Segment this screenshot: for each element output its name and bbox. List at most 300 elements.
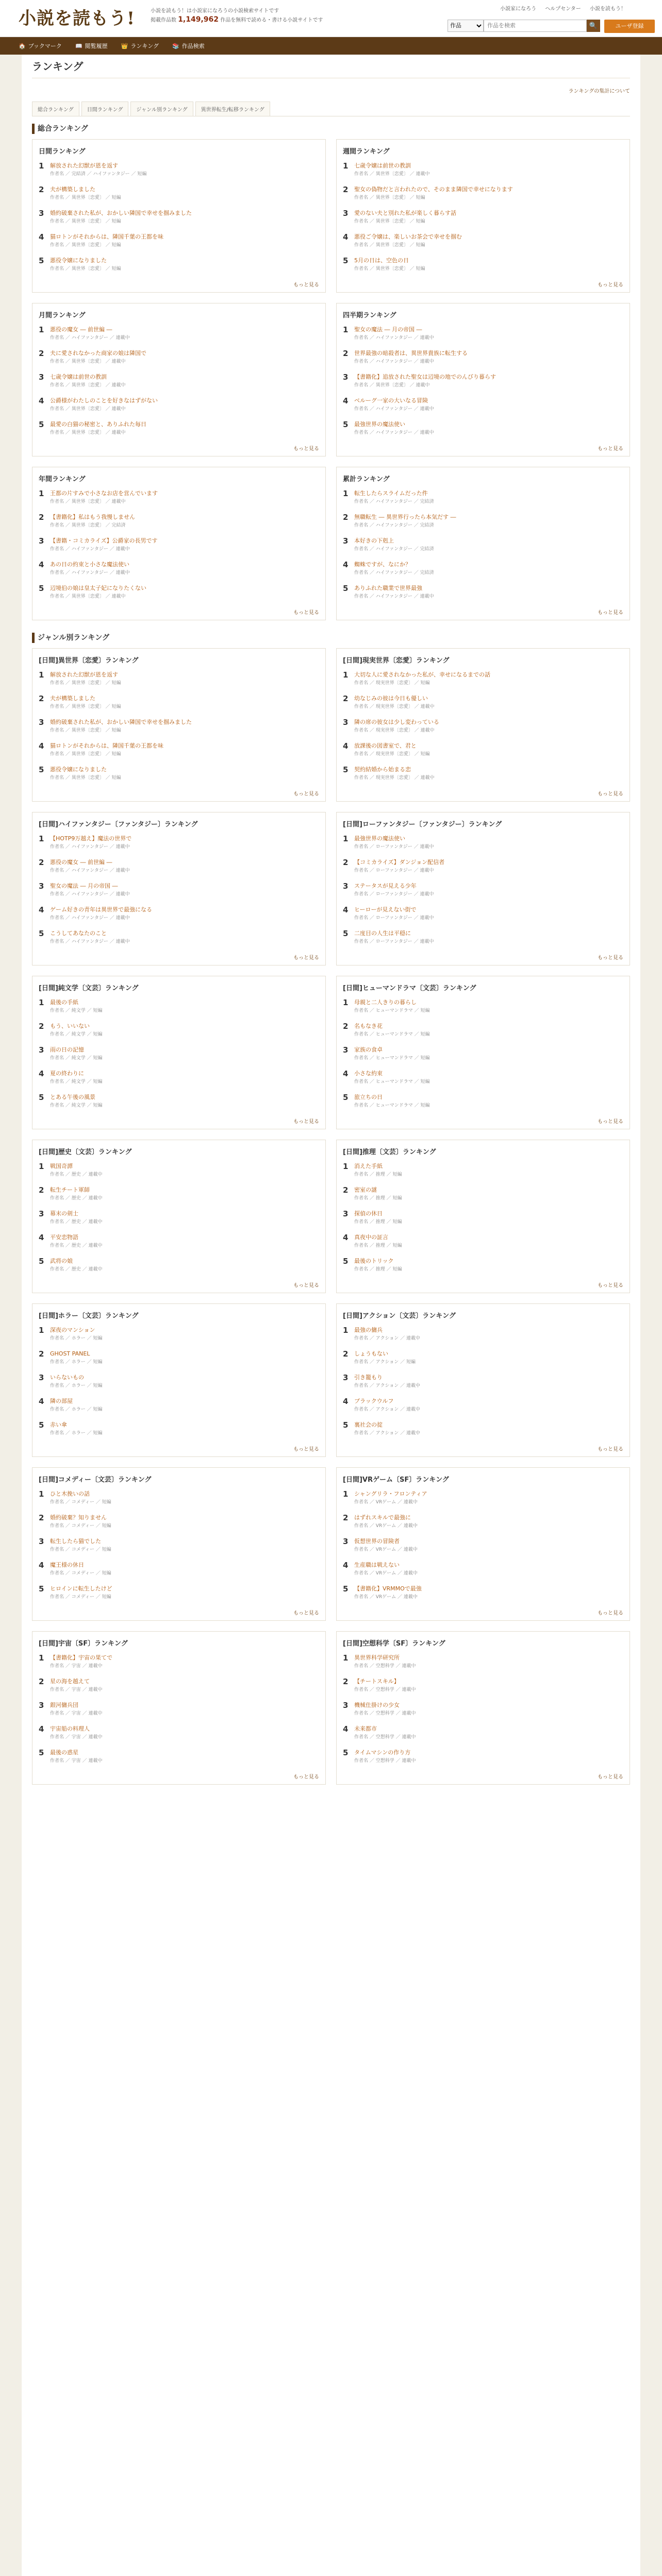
- work-title-link[interactable]: 放課後の図書室で、君と: [354, 742, 417, 749]
- rank-number: 1: [343, 1653, 349, 1663]
- work-meta: 作者名 ／ ハイファンタジー ／ 連載中: [50, 892, 130, 897]
- work-title-link[interactable]: 公爵様がわたしのことを好きなはずがない: [50, 397, 158, 404]
- genre-ranking-grid: [32, 648, 630, 1785]
- ranking-item-body: [50, 1677, 102, 1694]
- work-title-link[interactable]: 最愛の白猫の秘密と、ありふれた毎日: [50, 421, 146, 428]
- tab-overall[interactable]: 総合ランキング: [32, 101, 79, 116]
- work-title-link[interactable]: 名もなき花: [354, 1023, 383, 1029]
- work-title-link[interactable]: 隣の部屋: [50, 1398, 73, 1404]
- more-link[interactable]: もっと見る: [293, 1119, 319, 1125]
- work-meta: 作者名 ／ ハイファンタジー ／ 連載中: [354, 359, 434, 364]
- site-logo[interactable]: [19, 4, 147, 30]
- work-title-link[interactable]: 引き籠もり: [354, 1374, 383, 1381]
- work-title-link[interactable]: 王都の片すみで小さなお店を営んでいます: [50, 490, 158, 497]
- work-title-link[interactable]: 異世界科学研究所: [354, 1654, 400, 1661]
- ranking-card: [32, 139, 326, 293]
- ranking-item-body: [354, 1210, 402, 1226]
- work-title-link[interactable]: 【HOTP9万越え】魔法の世界で: [50, 835, 132, 842]
- work-title-link[interactable]: 宇宙船の料理人: [50, 1725, 90, 1732]
- work-meta: 作者名 ／ 現実世界〔恋愛〕 ／ 連載中: [354, 704, 435, 709]
- ranking-item: [39, 882, 319, 899]
- work-meta: 作者名 ／ 異世界〔恋愛〕 ／ 完結済: [50, 523, 126, 528]
- work-title-link[interactable]: 銀河傭兵団: [50, 1702, 78, 1708]
- work-meta: 作者名 ／ アクション ／ 連載中: [354, 1431, 420, 1436]
- ranking-card-title[interactable]: 週間ランキング: [343, 148, 390, 156]
- work-meta: 作者名 ／ 異世界〔恋愛〕 ／ 連載中: [50, 430, 126, 435]
- work-title-link[interactable]: いらないもの: [50, 1374, 84, 1381]
- tab-genre[interactable]: ジャンル別ランキング: [130, 101, 193, 116]
- ranking-item: [39, 1537, 319, 1554]
- work-meta: 作者名 ／ 推理 ／ 短編: [354, 1219, 402, 1225]
- work-title-link[interactable]: 魔王様の休日: [50, 1562, 84, 1568]
- ranking-card-title[interactable]: [日間]ハイファンタジー〔ファンタジー〕ランキング: [39, 821, 198, 828]
- ranking-item-body: [50, 1421, 102, 1437]
- work-title-link[interactable]: 裏社会の掟: [354, 1421, 383, 1428]
- ranking-card-title[interactable]: [日間]ホラー〔文芸〕ランキング: [39, 1312, 139, 1320]
- ranking-item: [343, 1210, 623, 1226]
- ranking-item: [343, 1677, 623, 1694]
- work-title-link[interactable]: 【書籍化】宇宙の果てで: [50, 1654, 112, 1661]
- ranking-card-title[interactable]: [日間]推理〔文芸〕ランキング: [343, 1148, 436, 1156]
- work-title-link[interactable]: 探偵の休日: [354, 1210, 383, 1217]
- work-title-link[interactable]: 聖女の偽物だと言われたので、そのまま隣国で幸せになります: [354, 186, 513, 193]
- work-title-link[interactable]: 小さな約束: [354, 1070, 383, 1077]
- user-register-button[interactable]: ユーザ登録: [604, 20, 655, 33]
- work-title-link[interactable]: 隣の席の彼女は少し変わっている: [354, 719, 439, 725]
- ranking-card-title[interactable]: [日間]VRゲーム〔SF〕ランキング: [343, 1476, 449, 1484]
- more-link[interactable]: もっと見る: [293, 1774, 319, 1780]
- ranking-card-title[interactable]: [日間]宇宙〔SF〕ランキング: [39, 1640, 128, 1648]
- work-title-link[interactable]: 悪役令嬢になりました: [50, 766, 107, 773]
- more-link[interactable]: もっと見る: [598, 1611, 623, 1616]
- work-title-link[interactable]: あの日の約束と小さな魔法使い: [50, 561, 129, 568]
- nav-label: 作品検索: [181, 43, 205, 49]
- work-meta: 作者名 ／ ハイファンタジー ／ 連載中: [354, 430, 434, 435]
- rank-number: 2: [39, 1022, 44, 1031]
- ranking-item: [39, 998, 319, 1015]
- work-title-link[interactable]: ヒロインに転生したけど: [50, 1585, 112, 1592]
- rank-number: 4: [39, 1397, 44, 1406]
- work-title-link[interactable]: 無職転生 ― 異世界行ったら本気だす ―: [354, 514, 456, 520]
- ranking-item-body: [50, 1233, 102, 1250]
- ranking-card: [32, 467, 326, 620]
- search-input[interactable]: [484, 20, 587, 32]
- ranking-item-body: [354, 998, 429, 1015]
- work-title-link[interactable]: 悪役令嬢になりました: [50, 257, 107, 264]
- rank-number: 1: [343, 998, 349, 1007]
- work-title-link[interactable]: 【書籍化】VRMMOで最強: [354, 1585, 422, 1592]
- work-title-link[interactable]: ヒーローが見えない街で: [354, 906, 417, 913]
- ranking-item-body: [354, 349, 468, 366]
- nav-bookmark[interactable]: [19, 42, 62, 50]
- work-title-link[interactable]: 旅立ちの日: [354, 1094, 383, 1100]
- work-title-link[interactable]: 5月の日は、空色の日: [354, 257, 409, 264]
- ranking-card: [32, 648, 326, 802]
- rank-number: 2: [39, 1677, 44, 1686]
- work-title-link[interactable]: とある午後の風景: [50, 1094, 95, 1100]
- work-title-link[interactable]: GHOST PANEL: [50, 1350, 90, 1357]
- ranking-item-body: [50, 420, 146, 437]
- work-title-link[interactable]: ブラックウルフ: [354, 1398, 394, 1404]
- ranking-item: [343, 742, 623, 758]
- work-meta: 作者名 ／ ハイファンタジー ／ 連載中: [50, 939, 130, 944]
- work-title-link[interactable]: 最後のトリック: [354, 1258, 394, 1264]
- work-meta: 作者名 ／ 異世界〔恋愛〕 ／ 短編: [354, 266, 425, 272]
- more-link[interactable]: もっと見る: [598, 791, 623, 797]
- work-meta: 作者名 ／ コメディー ／ 短編: [50, 1523, 111, 1529]
- ranking-card-title[interactable]: [日間]コメディー〔文芸〕ランキング: [39, 1476, 152, 1484]
- ranking-item: [343, 1701, 623, 1718]
- work-count: 1,149,962: [178, 15, 219, 24]
- work-title-link[interactable]: 【コミカライズ】ダンジョン配信者: [354, 859, 445, 866]
- ranking-item: [343, 1046, 623, 1062]
- ranking-item: [343, 209, 623, 226]
- work-title-link[interactable]: 最後の惑星: [50, 1749, 78, 1756]
- work-meta: 作者名 ／ コメディー ／ 短編: [50, 1571, 111, 1576]
- ranking-item-body: [354, 1725, 416, 1741]
- rank-number: 1: [39, 489, 44, 498]
- work-title-link[interactable]: 悪役の魔女 ― 前世編 ―: [50, 859, 112, 866]
- work-title-link[interactable]: 聖女の魔法 ― 月の帝国 ―: [354, 326, 422, 333]
- more-link[interactable]: もっと見る: [293, 1447, 319, 1452]
- work-title-link[interactable]: 生産職は戦えない: [354, 1562, 400, 1568]
- rank-number: 1: [343, 161, 349, 171]
- ranking-item-body: [50, 858, 130, 875]
- ranking-item: [39, 1070, 319, 1086]
- rank-number: 4: [39, 741, 44, 751]
- ranking-item: [39, 694, 319, 711]
- work-title-link[interactable]: 転生したらスライムだった件: [354, 490, 428, 497]
- ranking-card-title[interactable]: [日間]ローファンタジー〔ファンタジー〕ランキング: [343, 821, 502, 828]
- work-title-link[interactable]: こうしてあなたのこと: [50, 930, 107, 937]
- rank-number: 2: [39, 513, 44, 522]
- rank-number: 5: [39, 929, 44, 938]
- more-link[interactable]: もっと見る: [293, 1611, 319, 1616]
- work-title-link[interactable]: 七歳令嬢は前世の教訓: [50, 374, 107, 380]
- work-title-link[interactable]: 猫ロトンがそれからは、隣国千葉の王都を味: [50, 742, 163, 749]
- ranking-item: [39, 1725, 319, 1741]
- work-title-link[interactable]: 武将の娘: [50, 1258, 73, 1264]
- rank-number: 2: [39, 1185, 44, 1195]
- rank-number: 3: [39, 536, 44, 546]
- rank-number: 4: [39, 1069, 44, 1078]
- work-meta: 作者名 ／ コメディー ／ 短編: [50, 1547, 111, 1552]
- ranking-card-title[interactable]: [日間]アクション〔文芸〕ランキング: [343, 1312, 456, 1320]
- ranking-card-title[interactable]: [日間]ヒューマンドラマ〔文芸〕ランキング: [343, 985, 476, 992]
- work-title-link[interactable]: 雨の日の記憶: [50, 1046, 84, 1053]
- ranking-card-title[interactable]: 月間ランキング: [39, 312, 86, 319]
- work-title-link[interactable]: 婚約破棄された私が、おかしい隣国で幸せを掴みました: [50, 719, 192, 725]
- ranking-card-title[interactable]: 日間ランキング: [39, 148, 86, 156]
- work-title-link[interactable]: 【チートスキル】: [354, 1678, 400, 1685]
- work-title-link[interactable]: 母親と二人きりの暮らし: [354, 999, 417, 1006]
- nav-search[interactable]: [172, 42, 205, 50]
- work-title-link[interactable]: 幼なじみの彼は今日も優しい: [354, 695, 428, 702]
- work-title-link[interactable]: 蜘蛛ですが、なにか？: [354, 561, 411, 568]
- work-meta: 作者名 ／ コメディー ／ 短編: [50, 1500, 111, 1505]
- ranking-item-body: [50, 1022, 102, 1039]
- work-title-link[interactable]: 転生したら猫でした: [50, 1538, 101, 1545]
- ranking-item-body: [354, 1677, 416, 1694]
- work-meta: 作者名 ／ 空想科学 ／ 連載中: [354, 1735, 416, 1740]
- ranking-item: [343, 1514, 623, 1530]
- work-title-link[interactable]: 辺境伯の娘は皇太子妃になりたくない: [50, 585, 146, 591]
- ranking-item-body: [354, 1397, 420, 1414]
- work-title-link[interactable]: 家族の食卓: [354, 1046, 383, 1053]
- work-title-link[interactable]: 【書籍化】私はもう我慢しません: [50, 514, 135, 520]
- work-title-link[interactable]: タイムマシンの作り方: [354, 1749, 411, 1756]
- ranking-card-title[interactable]: [日間]純文学〔文芸〕ランキング: [39, 985, 139, 992]
- more-link[interactable]: もっと見る: [293, 610, 319, 616]
- work-title-link[interactable]: 最強の傭兵: [354, 1327, 383, 1333]
- ranking-item-body: [354, 718, 439, 735]
- work-title-link[interactable]: もう、いいない: [50, 1023, 90, 1029]
- work-title-link[interactable]: 【書籍化】追放された聖女は辺境の地でのんびり暮らす: [354, 374, 496, 380]
- ranking-item: [343, 257, 623, 273]
- work-title-link[interactable]: 星の海を越えて: [50, 1678, 90, 1685]
- ranking-card-title[interactable]: 年間ランキング: [39, 476, 86, 483]
- more-link[interactable]: もっと見る: [598, 1119, 623, 1125]
- work-meta: 作者名 ／ アクション ／ 連載中: [354, 1336, 420, 1341]
- toplink-narou[interactable]: 小説家になろう: [500, 6, 537, 12]
- ranking-item-body: [50, 1093, 102, 1110]
- ranking-item-body: [50, 1654, 112, 1670]
- more-link[interactable]: もっと見る: [598, 955, 623, 961]
- work-title-link[interactable]: ベルーグ一家の大いなる冒険: [354, 397, 428, 404]
- ranking-item-body: [50, 584, 146, 601]
- work-meta: 作者名 ／ ハイファンタジー ／ 完結済: [354, 523, 434, 528]
- work-title-link[interactable]: 機械仕掛けの少女: [354, 1702, 400, 1708]
- rank-number: 1: [343, 1489, 349, 1499]
- more-link[interactable]: もっと見る: [293, 446, 319, 452]
- ranking-item-body: [50, 1537, 111, 1554]
- work-title-link[interactable]: 聖女の魔法 ― 月の帝国 ―: [50, 883, 118, 889]
- rank-number: 1: [343, 1162, 349, 1171]
- more-link[interactable]: もっと見る: [598, 446, 623, 452]
- work-meta: 作者名 ／ ホラー ／ 短編: [50, 1383, 103, 1388]
- tab-daily[interactable]: 日間ランキング: [81, 101, 129, 116]
- work-title-link[interactable]: 密室の謎: [354, 1187, 377, 1193]
- work-title-link[interactable]: 猫ロトンがそれからは、隣国千葉の王都を味: [50, 233, 163, 240]
- ranking-item: [343, 349, 623, 366]
- ranking-item-body: [50, 929, 130, 946]
- toplink-yomou[interactable]: 小説を読もう！: [590, 6, 626, 12]
- ranking-item-body: [354, 1654, 416, 1670]
- more-link[interactable]: もっと見る: [293, 791, 319, 797]
- ranking-item-body: [354, 420, 434, 437]
- work-meta: 作者名 ／ 宇宙 ／ 連載中: [50, 1735, 103, 1740]
- work-title-link[interactable]: 夫に愛されなかった商家の娘は隣国で: [50, 350, 146, 357]
- rank-number: 2: [39, 185, 44, 194]
- ranking-item-body: [50, 1257, 102, 1274]
- rank-number: 1: [39, 1653, 44, 1663]
- rank-number: 5: [39, 1748, 44, 1757]
- work-meta: 作者名 ／ 異世界〔恋愛〕 ／ 連載中: [50, 499, 126, 504]
- work-title-link[interactable]: ステータスが見える少年: [354, 883, 417, 889]
- work-title-link[interactable]: ありふれた職業で世界最強: [354, 585, 422, 591]
- ranking-item: [343, 1186, 623, 1202]
- ranking-item-body: [50, 373, 125, 389]
- work-title-link[interactable]: 消えた手紙: [354, 1163, 383, 1170]
- work-title-link[interactable]: 赤い傘: [50, 1421, 67, 1428]
- ranking-card-title[interactable]: [日間]異世界〔恋愛〕ランキング: [39, 657, 139, 665]
- ranking-item-body: [354, 1490, 427, 1506]
- work-title-link[interactable]: 悪役ご令嬢は、楽しいお茶会で幸せを掴む: [354, 233, 462, 240]
- work-title-link[interactable]: 夫が構築しました: [50, 695, 95, 702]
- work-title-link[interactable]: 未来都市: [354, 1725, 377, 1732]
- more-link[interactable]: もっと見る: [598, 1447, 623, 1452]
- work-title-link[interactable]: 大切な人に愛されなかった私が、幸せになるまでの話: [354, 671, 490, 678]
- more-link[interactable]: もっと見る: [293, 955, 319, 961]
- rank-number: 4: [343, 396, 349, 405]
- nav-history[interactable]: [75, 42, 108, 50]
- toplink-help[interactable]: ヘルプセンター: [545, 6, 581, 12]
- work-title-link[interactable]: シャングリラ・フロンティア: [354, 1490, 427, 1497]
- work-title-link[interactable]: 【書籍・コミカライズ】公爵家の長男です: [50, 537, 158, 544]
- ranking-help-link[interactable]: ランキングの集計について: [568, 89, 630, 94]
- rank-number: 4: [343, 905, 349, 914]
- ranking-item: [343, 1397, 623, 1414]
- work-meta: 作者名 ／ 異世界〔恋愛〕 ／ 短編: [354, 195, 425, 200]
- ranking-item-body: [354, 882, 434, 899]
- ranking-item: [343, 1654, 623, 1670]
- work-title-link[interactable]: 転生チート軍師: [50, 1187, 90, 1193]
- ranking-item: [343, 1561, 623, 1578]
- work-meta: 作者名 ／ 異世界〔恋愛〕 ／ 短編: [354, 219, 425, 224]
- rank-number: 5: [39, 584, 44, 593]
- ranking-item: [39, 1514, 319, 1530]
- ranking-item-body: [354, 1233, 402, 1250]
- work-title-link[interactable]: 解放された幻獣が恩を返す: [50, 671, 118, 678]
- ranking-item: [343, 1374, 623, 1390]
- ranking-item-body: [354, 1186, 402, 1202]
- nav-ranking[interactable]: [121, 42, 159, 50]
- work-meta: 作者名 ／ ヒューマンドラマ ／ 短編: [354, 1103, 430, 1108]
- work-title-link[interactable]: 二度目の人生は平穏に: [354, 930, 411, 937]
- work-title-link[interactable]: 契約結婚から始まる恋: [354, 766, 411, 773]
- ranking-item-body: [354, 906, 434, 922]
- work-title-link[interactable]: 婚約破棄？知りません: [50, 1514, 107, 1521]
- ranking-item-body: [50, 561, 130, 577]
- overall-ranking-grid: [32, 139, 630, 620]
- work-title-link[interactable]: 愛のない夫と別れた私が楽しく暮らす話: [354, 210, 456, 216]
- work-title-link[interactable]: 七歳令嬢は前世の教訓: [354, 162, 411, 169]
- work-title-link[interactable]: 深夜のマンション: [50, 1327, 95, 1333]
- work-title-link[interactable]: 幕末の剣士: [50, 1210, 78, 1217]
- more-link[interactable]: もっと見る: [598, 282, 623, 288]
- work-title-link[interactable]: 夫が構築しました: [50, 186, 95, 193]
- rank-number: 4: [343, 741, 349, 751]
- work-title-link[interactable]: 最強世界の魔法使い: [354, 421, 405, 428]
- ranking-item: [39, 209, 319, 226]
- ranking-card: [336, 1303, 630, 1457]
- work-title-link[interactable]: 世界最強の暗殺者は、異世界貴族に転生する: [354, 350, 468, 357]
- search-button[interactable]: 🔍: [587, 20, 600, 32]
- ranking-item-body: [354, 1257, 402, 1274]
- work-title-link[interactable]: 婚約破棄された私が、おかしい隣国で幸せを掴みました: [50, 210, 192, 216]
- rank-number: 5: [39, 420, 44, 429]
- rank-number: 5: [343, 1748, 349, 1757]
- ranking-item: [343, 858, 623, 875]
- ranking-card-title[interactable]: 累計ランキング: [343, 476, 390, 483]
- work-meta: 作者名 ／ 推理 ／ 短編: [354, 1196, 402, 1201]
- work-title-link[interactable]: 解放された幻獣が恩を返す: [50, 162, 118, 169]
- top-header: [0, 0, 662, 37]
- work-title-link[interactable]: 夏の終わりに: [50, 1070, 84, 1077]
- ranking-item: [39, 584, 319, 601]
- work-meta: 作者名 ／ 異世界〔恋愛〕 ／ 短編: [50, 195, 121, 200]
- rank-number: 4: [343, 1724, 349, 1734]
- rank-number: 2: [39, 349, 44, 358]
- more-link[interactable]: もっと見る: [293, 1283, 319, 1289]
- ranking-item: [39, 766, 319, 782]
- search-box: [448, 20, 600, 32]
- search-type-select[interactable]: [448, 20, 484, 32]
- ranking-item-body: [50, 1186, 102, 1202]
- more-link[interactable]: もっと見る: [293, 282, 319, 288]
- rank-number: 5: [39, 1093, 44, 1102]
- ranking-item: [39, 1585, 319, 1601]
- work-meta: 作者名 ／ ローファンタジー ／ 連載中: [354, 892, 434, 897]
- work-title-link[interactable]: 悪役の魔女 ― 前世編 ―: [50, 326, 112, 333]
- rank-number: 3: [343, 1373, 349, 1382]
- ranking-card-title[interactable]: [日間]空想科学〔SF〕ランキング: [343, 1640, 445, 1648]
- more-link[interactable]: もっと見る: [598, 610, 623, 616]
- work-meta: 作者名 ／ ハイファンタジー ／ 連載中: [50, 868, 130, 873]
- work-meta: 作者名 ／ ハイファンタジー ／ 完結済: [354, 547, 434, 552]
- work-meta: 作者名 ／ 異世界〔恋愛〕 ／ 短編: [50, 728, 121, 733]
- rank-number: 2: [39, 858, 44, 867]
- more-link[interactable]: もっと見る: [598, 1774, 623, 1780]
- rank-number: 1: [39, 670, 44, 680]
- ranking-item: [39, 233, 319, 249]
- work-title-link[interactable]: 戦国奇譚: [50, 1163, 73, 1170]
- work-meta: 作者名 ／ 歴史 ／ 連載中: [50, 1267, 103, 1272]
- work-title-link[interactable]: 仮想世界の冒険者: [354, 1538, 400, 1545]
- work-title-link[interactable]: 最強世界の魔法使い: [354, 835, 405, 842]
- work-meta: 作者名 ／ ヒューマンドラマ ／ 短編: [354, 1008, 430, 1013]
- ranking-item-body: [354, 561, 434, 577]
- ranking-card-title[interactable]: [日間]現実世界〔恋愛〕ランキング: [343, 657, 450, 665]
- work-title-link[interactable]: 最後の手紙: [50, 999, 78, 1006]
- ranking-item: [39, 906, 319, 922]
- work-title-link[interactable]: 平安恋物語: [50, 1234, 78, 1241]
- work-title-link[interactable]: ゲーム好きの青年は異世界で最強になる: [50, 906, 152, 913]
- logo-text[interactable]: 小説を読もう!: [19, 8, 135, 29]
- work-meta: 作者名 ／ 宇宙 ／ 連載中: [50, 1758, 103, 1764]
- ranking-item-body: [50, 1397, 102, 1414]
- work-title-link[interactable]: しょうもない: [354, 1350, 388, 1357]
- ranking-card-title[interactable]: 四半期ランキング: [343, 312, 396, 319]
- work-title-link[interactable]: 本好きの下剋上: [354, 537, 394, 544]
- rank-number: 5: [39, 1584, 44, 1594]
- rank-number: 2: [343, 1349, 349, 1359]
- work-title-link[interactable]: はずれスキルで最強に: [354, 1514, 411, 1521]
- work-title-link[interactable]: ひと木挽いの話: [50, 1490, 90, 1497]
- work-title-link[interactable]: 真夜中の証言: [354, 1234, 388, 1241]
- ranking-item: [39, 858, 319, 875]
- ranking-item: [343, 1490, 623, 1506]
- tab-isekai[interactable]: 異世界転生/転移ランキング: [195, 101, 270, 116]
- ranking-item: [343, 906, 623, 922]
- rank-number: 4: [343, 1397, 349, 1406]
- ranking-item-body: [50, 1725, 102, 1741]
- ranking-item: [343, 1257, 623, 1274]
- more-link[interactable]: もっと見る: [598, 1283, 623, 1289]
- ranking-card: [32, 1631, 326, 1785]
- ranking-item-body: [354, 1326, 420, 1343]
- ranking-card-title[interactable]: [日間]歴史〔文芸〕ランキング: [39, 1148, 132, 1156]
